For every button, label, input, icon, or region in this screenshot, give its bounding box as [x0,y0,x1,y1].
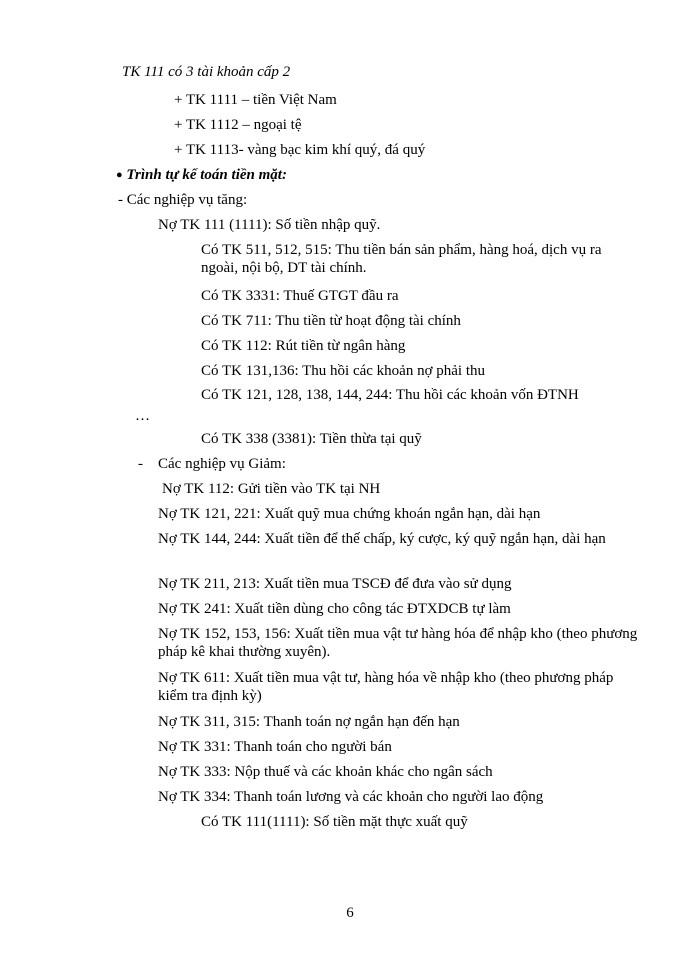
decrease-dash: - [138,456,143,472]
intro-text: TK 111 có 3 tài khoản cấp 2 [122,64,291,80]
section-title: Trình tự kế toán tiền mặt: [126,167,287,183]
sub-account-1111: + TK 1111 – tiền Việt Nam [174,92,337,108]
increase-title: - Các nghiệp vụ tăng: [118,192,248,208]
decrease-credit-111: Có TK 111(1111): Số tiền mặt thực xuất quỹ [201,814,468,830]
increase-credit-338: Có TK 338 (3381): Tiền thừa tại quỹ [201,431,422,447]
increase-credit-3331: Có TK 3331: Thuế GTGT đầu ra [201,288,399,304]
decrease-debit-152: Nợ TK 152, 153, 156: Xuất tiền mua vật tư hàng hóa để nhập kho (theo phương pháp kê khai thường xuyên). [158,626,638,660]
increase-debit: Nợ TK 111 (1111): Số tiền nhập quỹ. [158,217,381,233]
sub-account-1112: + TK 1112 – ngoại tệ [174,117,302,133]
increase-credit-121: Có TK 121, 128, 138, 144, 244: Thu hồi các khoản vốn ĐTNH [201,387,579,403]
decrease-debit-144: Nợ TK 144, 244: Xuất tiền để thế chấp, ký cược, ký quỹ ngắn hạn, dài hạn [158,531,606,547]
decrease-debit-331: Nợ TK 331: Thanh toán cho người bán [158,739,392,755]
increase-credit-112: Có TK 112: Rút tiền từ ngân hàng [201,338,406,354]
decrease-debit-211: Nợ TK 211, 213: Xuất tiền mua TSCĐ để đưa vào sử dụng [158,576,512,592]
increase-credit-511: Có TK 511, 512, 515: Thu tiền bán sản phẩm, hàng hoá, dịch vụ ra ngoài, nội bộ, DT tài chính. [201,242,602,276]
increase-credit-711: Có TK 711: Thu tiền từ hoạt động tài chính [201,313,461,329]
decrease-debit-112: Nợ TK 112: Gửi tiền vào TK tại NH [162,481,381,497]
sub-account-1113: + TK 1113- vàng bạc kim khí quý, đá quý [174,142,426,158]
decrease-title: Các nghiệp vụ Giảm: [158,456,286,472]
decrease-debit-334: Nợ TK 334: Thanh toán lương và các khoản cho người lao động [158,789,544,805]
decrease-debit-611: Nợ TK 611: Xuất tiền mua vật tư, hàng hóa về nhập kho (theo phương pháp kiểm tra định kỳ) [158,670,614,704]
decrease-debit-241: Nợ TK 241: Xuất tiền dùng cho công tác ĐTXDCB tự làm [158,601,511,617]
page-number: 6 [346,905,354,921]
bullet-icon: ● [116,169,123,181]
increase-credit-131: Có TK 131,136: Thu hồi các khoản nợ phải thu [201,363,486,379]
decrease-debit-311: Nợ TK 311, 315: Thanh toán nợ ngắn hạn đến hạn [158,714,460,730]
section-heading [116,166,287,185]
decrease-debit-121: Nợ TK 121, 221: Xuất quỹ mua chứng khoán ngắn hạn, dài hạn [158,506,541,522]
decrease-debit-333: Nợ TK 333: Nộp thuế và các khoản khác cho ngân sách [158,764,493,780]
ellipsis: … [135,408,150,424]
